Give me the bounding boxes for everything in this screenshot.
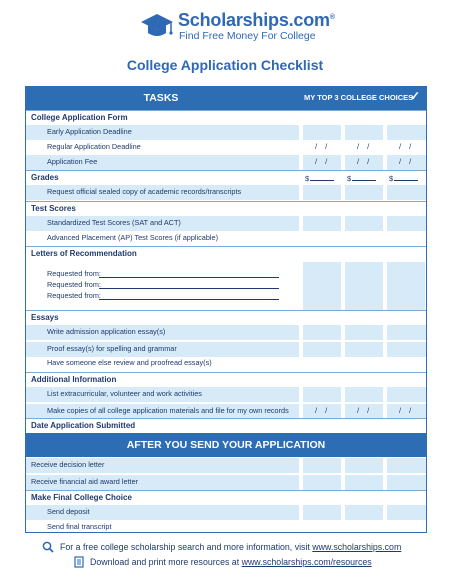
date-field[interactable]: / / bbox=[399, 406, 415, 415]
section-letters-of-recommendation: Letters of Recommendation bbox=[26, 246, 426, 311]
task-row[interactable]: Standardized Test Scores (SAT and ACT) bbox=[26, 216, 426, 231]
choices-heading: MY TOP 3 COLLEGE CHOICES bbox=[304, 93, 414, 102]
resources-link[interactable]: www.scholarships.com/resources bbox=[241, 557, 372, 567]
brand-name: Scholarships.com® bbox=[178, 10, 335, 30]
task-row[interactable]: Have someone else review and proofread essay(s) bbox=[47, 358, 212, 367]
task-row[interactable]: Receive decision letter bbox=[26, 458, 426, 473]
task-row[interactable]: Regular Application Deadline / / / / / / bbox=[47, 142, 415, 151]
after-send-header: AFTER YOU SEND YOUR APPLICATION bbox=[26, 433, 426, 457]
section-date-submitted: Date Application Submitted bbox=[26, 418, 426, 434]
section-college-application-form: College Application Form bbox=[26, 110, 426, 126]
fee-amount-field[interactable]: $ bbox=[305, 173, 334, 183]
search-icon bbox=[42, 541, 54, 553]
section-test-scores: Test Scores bbox=[26, 201, 426, 217]
date-field[interactable]: / / bbox=[357, 142, 373, 151]
section-final-choice: Make Final College Choice bbox=[26, 490, 426, 506]
date-field[interactable]: / / bbox=[315, 157, 331, 166]
task-row[interactable]: Write admission application essay(s) bbox=[26, 325, 426, 340]
tasks-heading: TASKS bbox=[143, 92, 179, 104]
graduation-cap-icon bbox=[140, 12, 174, 42]
task-row[interactable]: Advanced Placement (AP) Test Scores (if applicable) bbox=[47, 233, 219, 242]
brand-logo[interactable] bbox=[140, 10, 335, 44]
date-field[interactable]: / / bbox=[315, 142, 331, 151]
task-row[interactable]: Proof essay(s) for spelling and grammar bbox=[26, 341, 426, 357]
tasks-header bbox=[26, 86, 426, 110]
section-additional-information: Additional Information bbox=[26, 372, 426, 388]
task-row[interactable]: Request official sealed copy of academic records/transcripts bbox=[26, 185, 426, 200]
checklist-table bbox=[25, 86, 427, 533]
fee-amount-field[interactable]: $ bbox=[347, 173, 376, 183]
section-essays: Essays bbox=[26, 310, 426, 326]
date-field[interactable]: / / bbox=[357, 406, 373, 415]
date-field[interactable]: / / bbox=[357, 157, 373, 166]
date-field[interactable]: / / bbox=[399, 142, 415, 151]
task-row[interactable]: Send deposit bbox=[26, 505, 426, 520]
task-row[interactable]: Early Application Deadline bbox=[26, 125, 426, 140]
task-row[interactable]: Application Fee / / / / / / bbox=[26, 155, 426, 170]
task-row[interactable]: Make copies of all college application materials and file for my own records / / / / / / bbox=[26, 403, 426, 419]
date-field[interactable]: / / bbox=[399, 157, 415, 166]
task-row[interactable]: Receive financial aid award letter bbox=[26, 474, 426, 490]
section-grades: Grades $ $ $ bbox=[26, 170, 426, 186]
page-title: College Application Checklist bbox=[126, 57, 324, 73]
scholarships-link[interactable]: www.scholarships.com bbox=[312, 542, 402, 552]
task-row[interactable]: Send final transcript bbox=[47, 522, 112, 531]
task-row[interactable]: List extracurricular, volunteer and work activities bbox=[26, 387, 426, 402]
requested-from-field[interactable]: Requested from: bbox=[47, 269, 101, 278]
fee-amount-field[interactable]: $ bbox=[389, 173, 418, 183]
document-icon bbox=[74, 556, 84, 568]
requested-from-field[interactable]: Requested from: bbox=[47, 291, 101, 300]
date-field[interactable]: / / bbox=[315, 406, 331, 415]
requested-from-field[interactable]: Requested from: bbox=[47, 280, 101, 289]
checkmark-icon: ✓ bbox=[410, 89, 421, 103]
brand-tagline: Find Free Money For College bbox=[179, 30, 316, 42]
